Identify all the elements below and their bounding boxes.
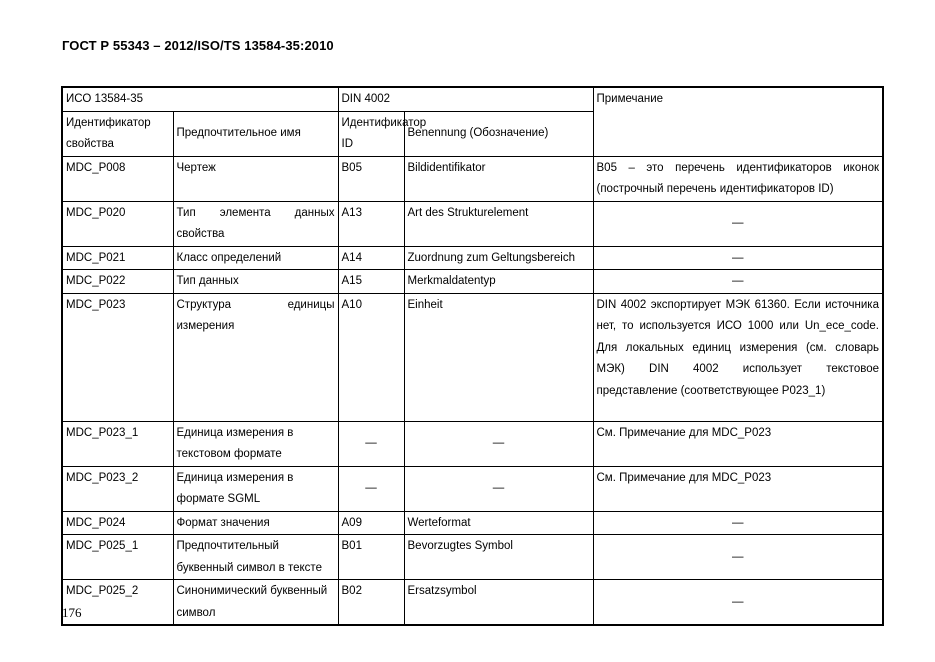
cell-id: MDC_P022 (62, 270, 173, 294)
cell-name: Структура единицы измерения (173, 293, 338, 421)
cell-din-name: — (404, 421, 593, 466)
header-property-id: Идентификатор свойства (62, 111, 173, 156)
cell-note: — (593, 270, 883, 294)
cell-note: B05 – это перечень идентификаторов иконок (построчный перечень идентификаторов ID) (593, 156, 883, 201)
cell-name: Тип элемента данных свойства (173, 201, 338, 246)
cell-din-name: Werteformat (404, 511, 593, 535)
cell-din-id: B01 (338, 535, 404, 580)
cell-name: Класс определений (173, 246, 338, 270)
cell-note: — (593, 580, 883, 626)
table-row (62, 201, 883, 246)
document-header: ГОСТ Р 55343 – 2012/ISO/TS 13584-35:2010 (62, 38, 334, 53)
table-row (62, 580, 883, 626)
cell-din-name: Ersatzsymbol (404, 580, 593, 626)
table-row (62, 270, 883, 294)
cell-din-name: Zuordnung zum Geltungsbereich (404, 246, 593, 270)
header-note: Примечание (593, 87, 883, 156)
cell-id: MDC_P008 (62, 156, 173, 201)
cell-note: — (593, 535, 883, 580)
cell-din-name: Bevorzugtes Symbol (404, 535, 593, 580)
cell-din-id: A15 (338, 270, 404, 294)
cell-name: Единица измерения в текстовом формате (173, 421, 338, 466)
cell-din-name: Einheit (404, 293, 593, 421)
cell-din-name: Merkmaldatentyp (404, 270, 593, 294)
table-row (62, 293, 883, 421)
cell-din-name: — (404, 466, 593, 511)
cell-name: Чертеж (173, 156, 338, 201)
table-row (62, 156, 883, 201)
cell-id: MDC_P025_2 (62, 580, 173, 626)
table-row (62, 421, 883, 466)
cell-din-name: Art des Strukturelement (404, 201, 593, 246)
cell-note: — (593, 201, 883, 246)
cell-id: MDC_P023_2 (62, 466, 173, 511)
cell-id: MDC_P023 (62, 293, 173, 421)
cell-din-id: A13 (338, 201, 404, 246)
cell-name: Формат значения (173, 511, 338, 535)
header-benennung: Benennung (Обозначение) (404, 111, 593, 156)
header-preferred-name: Предпочтительное имя (173, 111, 338, 156)
cell-name: Тип данных (173, 270, 338, 294)
header-din-id: Идентификатор ID (338, 111, 404, 156)
cell-din-id: B05 (338, 156, 404, 201)
cell-note: См. Примечание для MDC_P023 (593, 466, 883, 511)
cell-din-id: A14 (338, 246, 404, 270)
cell-name: Предпочтительный буквенный символ в тексте (173, 535, 338, 580)
cell-din-id: — (338, 466, 404, 511)
cell-id: MDC_P025_1 (62, 535, 173, 580)
cell-din-id: — (338, 421, 404, 466)
table-row (62, 511, 883, 535)
header-iso: ИСО 13584-35 (62, 87, 338, 111)
cell-id: MDC_P023_1 (62, 421, 173, 466)
cell-id: MDC_P021 (62, 246, 173, 270)
mapping-table (61, 86, 884, 626)
table-row (62, 535, 883, 580)
cell-din-id: A09 (338, 511, 404, 535)
cell-note: См. Примечание для MDC_P023 (593, 421, 883, 466)
cell-din-id: B02 (338, 580, 404, 626)
cell-id: MDC_P020 (62, 201, 173, 246)
table-row (62, 246, 883, 270)
header-din: DIN 4002 (338, 87, 593, 111)
cell-din-name: Bildidentifikator (404, 156, 593, 201)
cell-name: Синонимический буквенный символ (173, 580, 338, 626)
cell-note: — (593, 246, 883, 270)
table-row (62, 466, 883, 511)
cell-name: Единица измерения в формате SGML (173, 466, 338, 511)
cell-note: — (593, 511, 883, 535)
cell-din-id: A10 (338, 293, 404, 421)
page-number: 176 (62, 605, 82, 620)
cell-id: MDC_P024 (62, 511, 173, 535)
cell-note: DIN 4002 экспортирует МЭК 61360. Если источника нет, то используется ИСО 1000 или Un_ece_code. Для локальных единиц измерения (см. словарь МЭК) DIN 4002 использует текстовое представление (соответствующее P023_1) (593, 293, 883, 421)
